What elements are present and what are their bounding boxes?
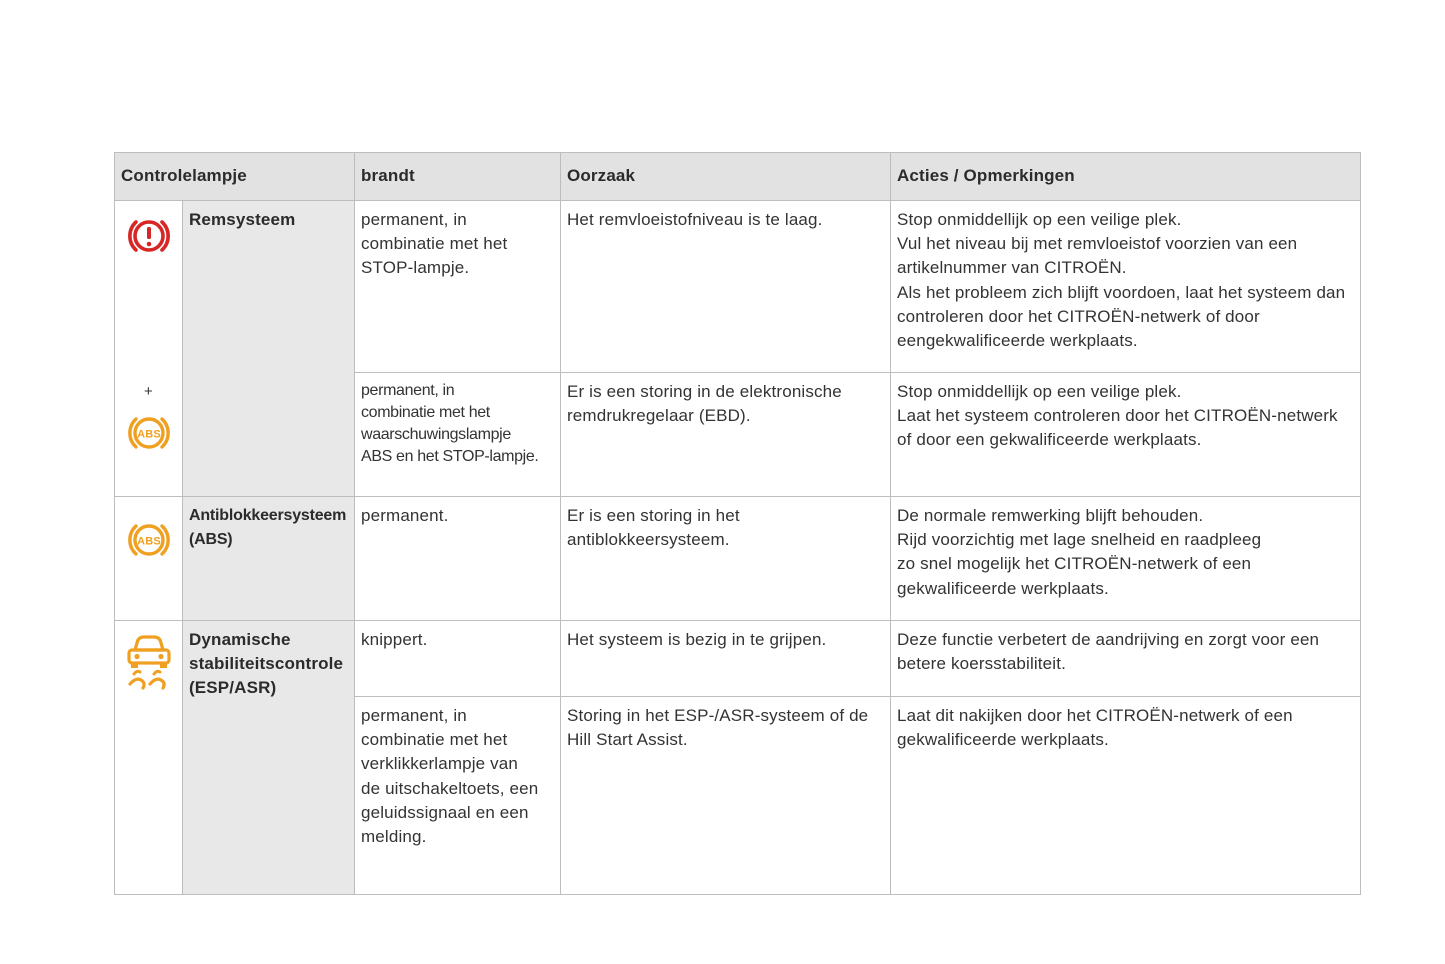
esp-skid-icon — [123, 634, 175, 690]
oorzaak-cell: Er is een storing in het antiblokkeersysteem. — [561, 497, 891, 621]
oorzaak-cell: Het remvloeistofniveau is te laag. — [561, 201, 891, 373]
plus-sign: + — [144, 383, 153, 400]
table-row — [115, 201, 1361, 373]
warning-lamps-table — [114, 152, 1361, 895]
system-name-esp: Dynamische stabiliteitscontrole (ESP/ASR) — [183, 621, 355, 895]
lamp-cell-remsysteem — [115, 201, 183, 497]
lamp-cell-esp — [115, 621, 183, 895]
lamp-cell-abs — [115, 497, 183, 621]
col-header-acties: Acties / Opmerkingen — [891, 153, 1361, 201]
acties-cell: Stop onmiddellijk op een veilige plek. Vul het niveau bij met remvloeistof voorzien van een artikelnummer van CITROËN. Als het probleem zich blijft voordoen, laat het systeem dan controleren door het CITROËN-netwerk of door eengekwalificeerde werkplaats. — [891, 201, 1361, 373]
oorzaak-cell: Storing in het ESP-/ASR-systeem of de Hill Start Assist. — [561, 697, 891, 895]
brandt-cell: knippert. — [355, 621, 561, 697]
brandt-cell: permanent, in combinatie met het STOP-lampje. — [355, 201, 561, 373]
table-row — [115, 621, 1361, 697]
brandt-cell: permanent. — [355, 497, 561, 621]
acties-cell: De normale remwerking blijft behouden. Rijd voorzichtig met lage snelheid en raadpleeg zo snel mogelijk het CITROËN-netwerk of een gekwalificeerde werkplaats. — [891, 497, 1361, 621]
acties-cell: Laat dit nakijken door het CITROËN-netwerk of een gekwalificeerde werkplaats. — [891, 697, 1361, 895]
system-name-abs: Antiblokkeersysteem (ABS) — [183, 497, 355, 621]
oorzaak-cell: Er is een storing in de elektronische remdrukregelaar (EBD). — [561, 373, 891, 497]
brandt-cell: permanent, in combinatie met het waarschuwingslampje ABS en het STOP-lampje. — [355, 373, 561, 497]
table-row — [115, 497, 1361, 621]
abs-icon — [124, 412, 174, 454]
system-name-remsysteem: Remsysteem — [183, 201, 355, 497]
abs-icon-text: ABS — [136, 535, 161, 548]
col-header-brandt: brandt — [355, 153, 561, 201]
acties-cell: Deze functie verbetert de aandrijving en zorgt voor een betere koersstabiliteit. — [891, 621, 1361, 697]
col-header-oorzaak: Oorzaak — [561, 153, 891, 201]
brandt-cell: permanent, in combinatie met het verklikkerlampje van de uitschakeltoets, een geluidssignaal en een melding. — [355, 697, 561, 895]
abs-icon — [124, 519, 174, 561]
oorzaak-cell: Het systeem is bezig in te grijpen. — [561, 621, 891, 697]
acties-cell: Stop onmiddellijk op een veilige plek. Laat het systeem controleren door het CITROËN-netwerk of door een gekwalificeerde werkplaats. — [891, 373, 1361, 497]
col-header-controlelampje: Controlelampje — [115, 153, 355, 201]
abs-icon-text: ABS — [136, 428, 161, 441]
table-header-row — [115, 153, 1361, 201]
brake-warning-icon — [124, 215, 174, 257]
